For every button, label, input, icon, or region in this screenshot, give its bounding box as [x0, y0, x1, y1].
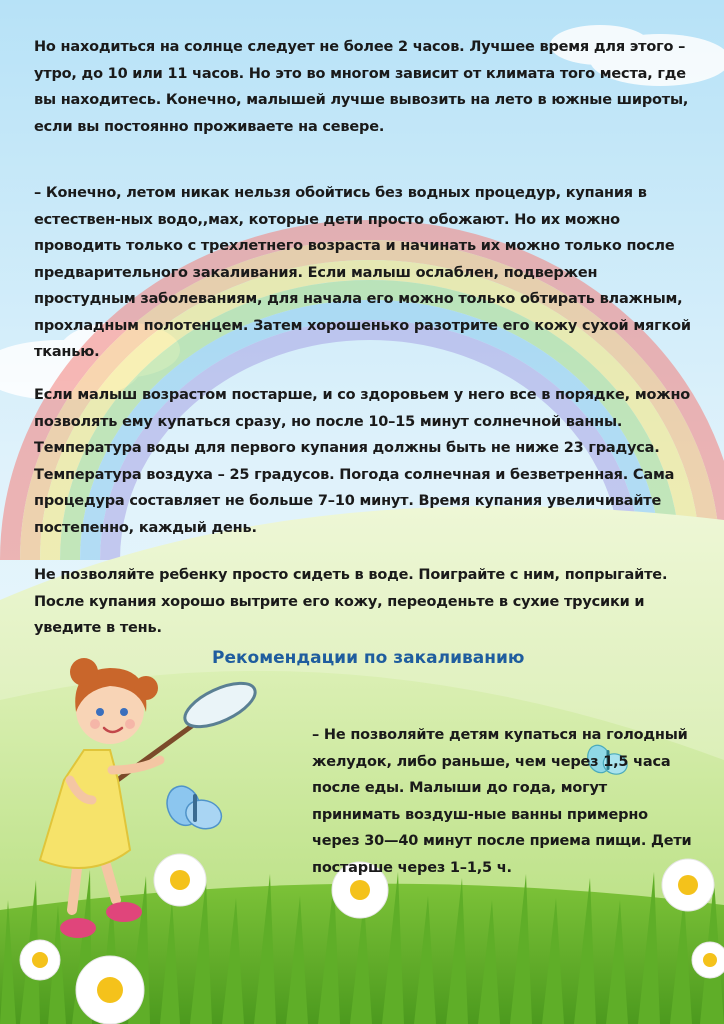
recommendations-text: – Не позволяйте детям купаться на голодный желудок, либо раньше, чем через 1,5 часа после еды. Малыши до года, могут принимать воздуш-ные ванны примерно через 30—40 минут после приема пищи. Дети постарше через 1–1,5 ч.: [312, 727, 692, 876]
recommendations-heading: Рекомендации по закаливанию: [212, 648, 525, 668]
paragraph-bathing-older-child: Если малыш возрастом постарше, и со здоровьем у него все в порядке, можно позволять ему купаться сразу, но после 10–15 минут солнечной ванны. Температура воды для первого купания должны быть не ниже 23 градуса. Температура воздуха – 25 градусов. Погода солнечная и безветренная. Сама процедура составляет не больше 7–10 минут. Время купания увеличивайте постепенно, каждый день.: [34, 387, 691, 536]
paragraph-after-bathing: Не позволяйте ребенку просто сидеть в воде. Поиграйте с ним, попрыгайте. После купания хорошо вытрите его кожу, переоденьте в сухие трусики и уведите в тень.: [34, 567, 668, 636]
paragraph-water-procedures: – Конечно, летом никак нельзя обойтись без водных процедур, купания в естествен-ных водо,,мах, которые дети просто обожают. Но их можно проводить только с трехлетнего возраста и начинать их можно только после предварительного закаливания. Если малыш ослаблен, подвержен простудным заболеваниям, для начала его можно только обтирать влажным, прохладным полотенцем. Затем хорошенько разотрите его кожу сухой мягкой тканью.: [34, 185, 691, 360]
paragraph-sun-exposure: Но находиться на солнце следует не более 2 часов. Лучшее время для этого – утро, до 10 или 11 часов. Но это во многом зависит от климата того места, где вы находитесь. Конечно, малышей лучше вывозить на лето в южные широты, если вы постоянно проживаете на севере.: [34, 39, 689, 135]
